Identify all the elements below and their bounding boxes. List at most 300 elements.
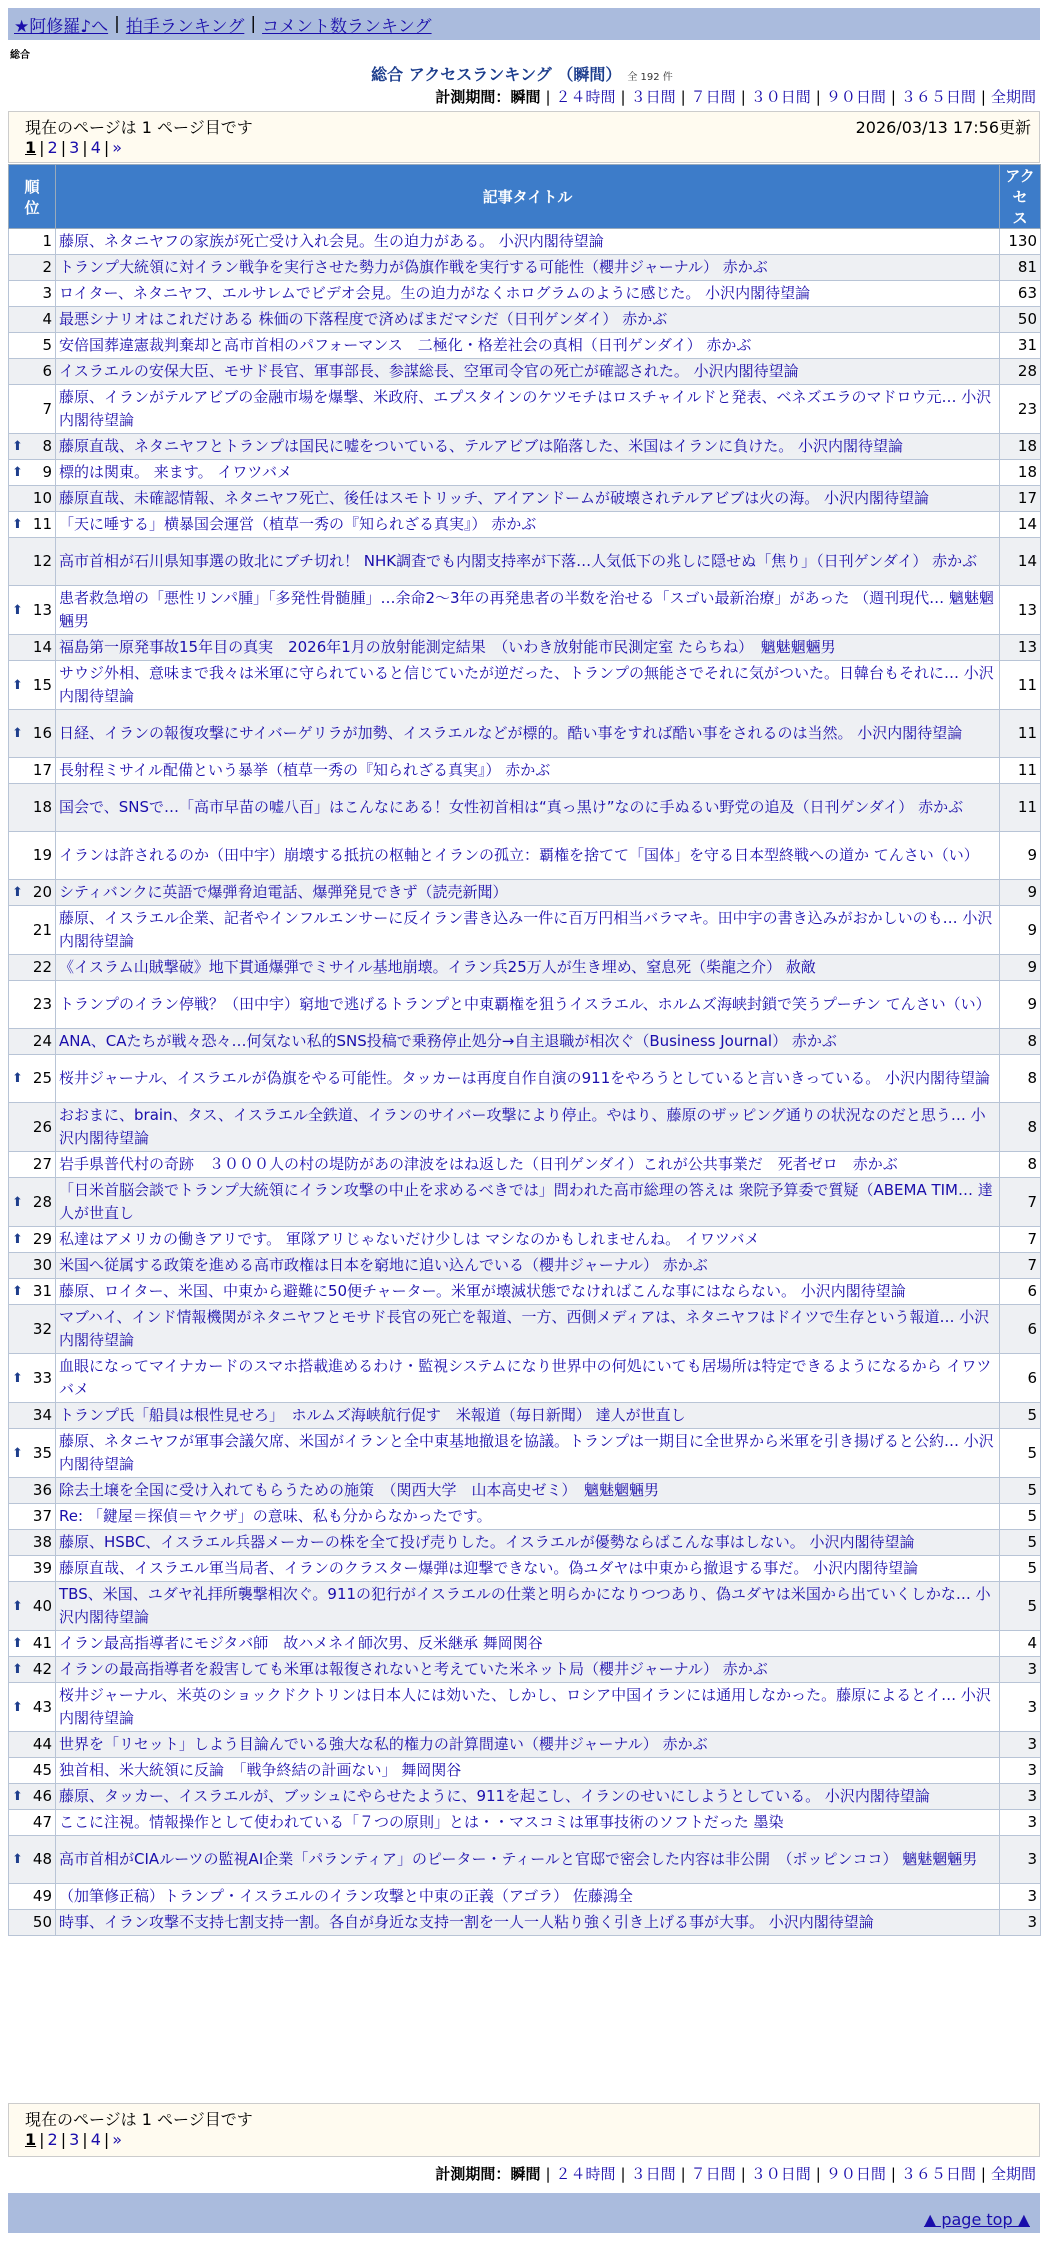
article-link[interactable]: 藤原直哉、ネタニヤフとトランプは国民に嘘をついている、テルアビブは陥落した、米国はイランに負けた。 小沢内閣待望論 <box>59 437 904 455</box>
pager-separator: | <box>60 138 67 157</box>
table-row <box>9 229 1041 255</box>
access-count: 5 <box>1000 1582 1041 1631</box>
access-count: 3 <box>1000 1910 1041 1936</box>
article-link[interactable]: 高市首相がCIAルーツの監視AI企業「パランティア」のピーター・ティールと官邸で密会した内容は非公開 （ポッピンココ） 魑魅魍魎男 <box>59 1850 978 1868</box>
rank-cell <box>9 307 56 333</box>
article-link[interactable]: 安倍国葬違憲裁判棄却と高市首相のパフォーマンス 二極化・格差社会の真相（日刊ゲンダイ） 赤かぶ <box>59 336 752 354</box>
article-link[interactable]: 藤原、イランがテルアビブの金融市場を爆撃、米政府、エプスタインのケツモチはロスチャイルドと発表、ベネズエラのマドロウ元… 小沢内閣待望論 <box>59 388 992 429</box>
title-cell <box>56 586 1000 635</box>
table-row <box>9 1683 1041 1732</box>
rank-header <box>9 165 56 229</box>
article-link[interactable]: 藤原、ロイター、米国、中東から避難に50便チャーター。米軍が壊滅状態でなければこんな事にはならない。 小沢内閣待望論 <box>59 1282 906 1300</box>
rank-up-arrow-icon: ⬆ <box>12 1636 23 1651</box>
table-row <box>9 710 1041 758</box>
rank-number: 50 <box>32 1913 52 1931</box>
article-link[interactable]: 桜井ジャーナル、米英のショックドクトリンは日本人には効いた、しかし、ロシア中国イランには通用しなかった。藤原によるとイ… 小沢内閣待望論 <box>59 1686 991 1727</box>
article-link[interactable]: Re: 「鍵屋＝探偵＝ヤクザ」の意味、私も分からなかったです。 <box>59 1507 492 1525</box>
article-link[interactable]: 藤原、イスラエル企業、記者やインフルエンサーに反イラン書き込み一件に百万円相当バラマキ。田中宇の書き込みがおかしいのも… 小沢内閣待望論 <box>59 909 993 950</box>
applause-ranking-link[interactable]: 拍手ランキング <box>125 16 245 37</box>
article-link[interactable]: 藤原直哉、未確認情報、ネタニヤフ死亡、後任はスモトリッチ、アイアンドームが破壊されテルアビブは火の海。 小沢内閣待望論 <box>59 489 929 507</box>
period-link-4[interactable]: ９０日間 <box>825 88 886 106</box>
article-link[interactable]: 患者救急増の「悪性リンパ腫」「多発性骨髄腫」…余命2～3年の再発患者の半数を治せる「スゴい最新治療」があった （週刊現代… 魑魅魍魎男 <box>59 589 994 630</box>
title-cell <box>56 1504 1000 1530</box>
article-link[interactable]: イランは許されるのか（田中宇）崩壊する抵抗の枢軸とイランの孤立：覇権を捨てて「国体」を守る日本型終戦への道か てんさい（い） <box>59 846 979 864</box>
rank-number: 35 <box>32 1443 52 1462</box>
article-link[interactable]: 米国へ従属する政策を進める高市政権は日本を窮地に追い込んでいる（櫻井ジャーナル） 赤かぶ <box>59 1256 708 1274</box>
rank-number: 37 <box>32 1507 52 1525</box>
period-link-2[interactable]: ７日間 <box>690 88 736 106</box>
period-link-0[interactable]: ２４時間 <box>555 2165 616 2183</box>
access-count: 7 <box>1000 1178 1041 1227</box>
access-count: 9 <box>1000 832 1041 880</box>
title-cell <box>56 1758 1000 1784</box>
period-separator: | <box>890 2165 896 2183</box>
period-separator: | <box>890 88 896 106</box>
article-link[interactable]: シティバンクに英語で爆弾脅迫電話、爆弾発見できず（読売新聞） <box>59 883 508 901</box>
rank-cell <box>9 1055 56 1103</box>
access-count: 11 <box>1000 661 1041 710</box>
rank-cell <box>9 1631 56 1657</box>
access-count: 8 <box>1000 1029 1041 1055</box>
article-link[interactable]: 独首相、米大統領に反論 「戦争終結の計画ない」 舞岡関谷 <box>59 1761 462 1779</box>
rank-number: 26 <box>32 1117 52 1136</box>
access-count: 3 <box>1000 1836 1041 1884</box>
rank-up-arrow-icon: ⬆ <box>12 1852 23 1867</box>
rank-cell <box>9 359 56 385</box>
table-row <box>9 538 1041 586</box>
title-cell <box>56 538 1000 586</box>
asyura-home-link[interactable]: ★阿修羅♪へ <box>14 16 109 37</box>
rank-number: 36 <box>32 1481 52 1499</box>
rank-number: 16 <box>32 724 52 742</box>
table-row <box>9 512 1041 538</box>
article-link[interactable]: 「日米首脳会談でトランプ大統領にイラン攻撃の中止を求めるべきでは」問われた高市総理の答えは 衆院予算委で質疑（ABEMA TIM… 達人が世直し <box>59 1181 993 1222</box>
article-link[interactable]: ここに注視。情報操作として使われている「７つの原則」とは・・マスコミは軍事技術のソフトだった 墨染 <box>59 1813 784 1831</box>
article-link[interactable]: 私達はアメリカの働きアリです。 軍隊アリじゃないだけ少しは マシなのかもしれませんね。 イワツバメ <box>59 1230 760 1248</box>
article-link[interactable]: 除去土壌を全国に受け入れてもらうための施策 （関西大学 山本高史ゼミ） 魑魅魍魎男 <box>59 1481 660 1499</box>
rank-cell <box>9 784 56 832</box>
rank-cell <box>9 906 56 955</box>
table-row <box>9 460 1041 486</box>
article-link[interactable]: 標的は関東。 来ます。 イワツバメ <box>59 463 293 481</box>
title-cell <box>56 955 1000 981</box>
period-selector-bottom <box>435 2163 1036 2184</box>
article-link[interactable]: イランの最高指導者を殺害しても米軍は報復されないと考えていた米ネット局（櫻井ジャーナル） 赤かぶ <box>59 1660 768 1678</box>
article-link[interactable]: ANA、CAたちが戦々恐々…何気ない私的SNS投稿で乗務停止処分→自主退職が相次ぐ（Business Journal） 赤かぶ <box>59 1032 837 1050</box>
article-link[interactable]: 桜井ジャーナル、イスラエルが偽旗をやる可能性。タッカーは再度自作自演の911をやろうとしていると言いきっている。 小沢内閣待望論 <box>59 1069 991 1087</box>
period-selector-top <box>435 86 1036 107</box>
rank-cell <box>9 661 56 710</box>
access-count: 130 <box>1000 229 1041 255</box>
table-row <box>9 1478 1041 1504</box>
access-count: 11 <box>1000 710 1041 758</box>
table-row <box>9 1836 1041 1884</box>
rank-cell <box>9 981 56 1029</box>
table-row <box>9 880 1041 906</box>
ranking-table <box>8 164 1041 1936</box>
rank-up-arrow-icon: ⬆ <box>12 1789 23 1804</box>
rank-number: 40 <box>32 1596 52 1615</box>
pager-separator: | <box>103 2130 110 2149</box>
period-link-0[interactable]: ２４時間 <box>555 88 616 106</box>
table-header-row <box>9 165 1041 229</box>
table-row <box>9 1253 1041 1279</box>
rank-cell <box>9 1810 56 1836</box>
rank-up-arrow-icon: ⬆ <box>12 1284 23 1299</box>
pager-link-3[interactable]: 3 <box>69 2130 80 2149</box>
access-count: 13 <box>1000 586 1041 635</box>
rank-number: 7 <box>42 399 52 418</box>
rank-number: 23 <box>32 995 52 1013</box>
period-link-6[interactable]: 全期間 <box>990 2165 1036 2183</box>
access-header-text: アクセ ス <box>1005 167 1035 227</box>
rank-number: 42 <box>32 1660 52 1678</box>
pager-current-page: 1 <box>25 2130 37 2149</box>
table-row <box>9 635 1041 661</box>
page-title-text: 総合 アクセスランキング （瞬間） <box>371 65 622 84</box>
title-cell <box>56 758 1000 784</box>
article-link[interactable]: TBS、米国、ユダヤ礼拝所襲撃相次ぐ。911の犯行がイスラエルの仕業と明らかになりつつあり、偽ユダヤは米国から出ていくしかな… 小沢内閣待望論 <box>59 1585 991 1626</box>
access-count: 8 <box>1000 1055 1041 1103</box>
rank-cell <box>9 1758 56 1784</box>
rank-number: 19 <box>32 846 52 864</box>
access-count: 5 <box>1000 1403 1041 1429</box>
table-row <box>9 333 1041 359</box>
article-link[interactable]: 世界を「リセット」しよう目論んでいる強大な私的権力の計算間違い（櫻井ジャーナル） 赤かぶ <box>59 1735 708 1753</box>
table-row <box>9 1504 1041 1530</box>
rank-number: 29 <box>32 1230 52 1248</box>
rank-number: 49 <box>32 1887 52 1905</box>
title-cell <box>56 1403 1000 1429</box>
table-row <box>9 1657 1041 1683</box>
pager-separator: | <box>60 2130 67 2149</box>
table-row <box>9 1227 1041 1253</box>
rank-number: 34 <box>32 1406 52 1424</box>
title-cell <box>56 333 1000 359</box>
article-link[interactable]: サウジ外相、意味まで我々は米軍に守られていると信じていたが逆だった、トランプの無能さでそれに気がついた。日韓台もそれに… 小沢内閣待望論 <box>59 664 994 705</box>
period-link-3[interactable]: ３０日間 <box>750 2165 811 2183</box>
access-count: 8 <box>1000 1103 1041 1152</box>
rank-up-arrow-icon: ⬆ <box>12 1699 23 1715</box>
table-row <box>9 1910 1041 1936</box>
access-count: 17 <box>1000 486 1041 512</box>
rank-number: 43 <box>32 1697 52 1716</box>
comment-ranking-link[interactable]: コメント数ランキング <box>262 16 432 37</box>
title-cell <box>56 1227 1000 1253</box>
title-cell <box>56 710 1000 758</box>
access-count: 11 <box>1000 784 1041 832</box>
rank-number: 24 <box>32 1032 52 1050</box>
table-row <box>9 784 1041 832</box>
period-separator: | <box>740 88 746 106</box>
pager-link-»[interactable]: » <box>112 2130 123 2149</box>
period-separator: | <box>980 88 986 106</box>
rank-up-arrow-icon: ⬆ <box>12 1194 23 1210</box>
period-link-5[interactable]: ３６５日間 <box>900 2165 976 2183</box>
article-link[interactable]: 藤原、HSBC、イスラエル兵器メーカーの株を全て投げ売りした。イスラエルが優勢ならばこんな事はしない。 小沢内閣待望論 <box>59 1533 915 1551</box>
access-count: 3 <box>1000 1810 1041 1836</box>
period-separator: | <box>545 88 551 106</box>
access-count: 63 <box>1000 281 1041 307</box>
access-count: 5 <box>1000 1556 1041 1582</box>
rank-number: 33 <box>32 1368 52 1387</box>
title-cell <box>56 1910 1000 1936</box>
title-cell <box>56 1884 1000 1910</box>
rank-up-arrow-icon: ⬆ <box>12 677 23 693</box>
rank-number: 31 <box>32 1282 52 1300</box>
pager-link-»[interactable]: » <box>112 138 123 157</box>
access-count: 28 <box>1000 359 1041 385</box>
title-cell <box>56 906 1000 955</box>
pager-separator: | <box>82 2130 88 2149</box>
article-link[interactable]: 藤原、タッカー、イスラエルが、ブッシュにやらせたように、911を起こし、イランのせいにしようとしている。 小沢内閣待望論 <box>59 1787 930 1805</box>
title-cell <box>56 1657 1000 1683</box>
title-cell <box>56 359 1000 385</box>
access-count: 18 <box>1000 434 1041 460</box>
current-page-text-bottom: 現在のページは 1 ページ目です <box>25 2110 253 2129</box>
table-row <box>9 1103 1041 1152</box>
article-link[interactable]: トランプ氏「船員は根性見せろ」 ホルムズ海峡航行促す 米報道（毎日新聞） 達人が世直し <box>59 1406 686 1424</box>
title-cell <box>56 1631 1000 1657</box>
article-link[interactable]: 藤原直哉、イスラエル軍当局者、イランのクラスター爆弾は迎撃できない。偽ユダヤは中東から撤退する事だ。 小沢内閣待望論 <box>59 1559 919 1577</box>
access-count: 9 <box>1000 955 1041 981</box>
rank-up-arrow-icon: ⬆ <box>12 465 23 480</box>
title-cell <box>56 512 1000 538</box>
access-count: 18 <box>1000 460 1041 486</box>
article-link[interactable]: 「天に唾する」横暴国会運営（植草一秀の『知られざる真実』） 赤かぶ <box>59 515 537 533</box>
rank-cell <box>9 1429 56 1478</box>
rank-up-arrow-icon: ⬆ <box>12 885 23 900</box>
access-count: 3 <box>1000 1758 1041 1784</box>
pager-link-4[interactable]: 4 <box>90 2130 101 2149</box>
article-link[interactable]: 藤原、ネタニヤフが軍事会議欠席、米国がイランと全中東基地撤退を協議。トランプは一期目に全世界から米軍を引き揚げると公約… 小沢内閣待望論 <box>59 1432 994 1473</box>
title-cell <box>56 229 1000 255</box>
access-count: 3 <box>1000 1884 1041 1910</box>
title-cell <box>56 1810 1000 1836</box>
rank-up-arrow-icon: ⬆ <box>12 517 23 532</box>
period-link-4[interactable]: ９０日間 <box>825 2165 886 2183</box>
article-link[interactable]: イラン最高指導者にモジタバ師 故ハメネイ師次男、反米継承 舞岡関谷 <box>59 1634 543 1652</box>
article-link[interactable]: 最悪シナリオはこれだけある 株価の下落程度で済めばまだマシだ（日刊ゲンダイ） 赤かぶ <box>59 310 668 328</box>
access-count: 50 <box>1000 307 1041 333</box>
pager-top <box>25 138 122 157</box>
period-link-1[interactable]: ３日間 <box>630 2165 676 2183</box>
rank-header-text: 順 位 <box>24 177 40 217</box>
rank-cell <box>9 1732 56 1758</box>
page-info-top <box>8 111 1040 163</box>
access-count: 5 <box>1000 1504 1041 1530</box>
category-label: 総合 <box>10 50 30 61</box>
rank-number: 11 <box>32 515 52 533</box>
article-link[interactable]: 血眼になってマイナカードのスマホ搭載進めるわけ・監視システムになり世界中の何処にいても居場所は特定できるようになるから イワツバメ <box>59 1357 992 1398</box>
title-cell <box>56 1582 1000 1631</box>
pager-separator: | <box>39 138 45 157</box>
table-row <box>9 955 1041 981</box>
article-link[interactable]: 日経、イランの報復攻撃にサイバーゲリラが加勢、イスラエルなどが標的。酷い事をすれば酷い事をされるのは当然。 小沢内閣待望論 <box>59 724 963 742</box>
period-link-2[interactable]: ７日間 <box>690 2165 736 2183</box>
period-link-5[interactable]: ３６５日間 <box>900 88 976 106</box>
period-link-1[interactable]: ３日間 <box>630 88 676 106</box>
rank-number: 4 <box>42 310 52 328</box>
rank-cell <box>9 1103 56 1152</box>
period-separator: | <box>815 88 821 106</box>
rank-up-arrow-icon: ⬆ <box>12 726 23 741</box>
rank-cell <box>9 1530 56 1556</box>
access-count: 6 <box>1000 1279 1041 1305</box>
access-count: 9 <box>1000 880 1041 906</box>
table-row <box>9 486 1041 512</box>
pager-separator: | <box>39 2130 45 2149</box>
access-count: 9 <box>1000 906 1041 955</box>
article-link[interactable]: 長射程ミサイル配備という暴挙（植草一秀の『知られざる真実』） 赤かぶ <box>59 761 551 779</box>
title-cell <box>56 1784 1000 1810</box>
title-cell <box>56 1279 1000 1305</box>
period-separator: | <box>980 2165 986 2183</box>
rank-number: 22 <box>32 958 52 976</box>
rank-cell <box>9 1403 56 1429</box>
footer-bar <box>8 2193 1040 2233</box>
article-link[interactable]: イスラエルの安保大臣、モサド長官、軍事部長、参謀総長、空軍司令官の死亡が確認された。 小沢内閣待望論 <box>59 362 799 380</box>
article-link[interactable]: （加筆修正稿）トランプ・イスラエルのイラン攻撃と中東の正義（アゴラ） 佐藤鴻全 <box>59 1887 633 1905</box>
access-count: 6 <box>1000 1354 1041 1403</box>
article-link[interactable]: トランプのイラン停戦？（田中宇）窮地で逃げるトランプと中東覇権を狙うイスラエル、ホルムズ海峡封鎖で笑うプーチン てんさい（い） <box>59 995 991 1013</box>
title-cell <box>56 1732 1000 1758</box>
access-count: 13 <box>1000 635 1041 661</box>
rank-number: 12 <box>32 552 52 570</box>
rank-number: 27 <box>32 1155 52 1173</box>
rank-up-arrow-icon: ⬆ <box>12 1071 23 1086</box>
pager-current-page: 1 <box>25 138 37 157</box>
access-count: 3 <box>1000 1732 1041 1758</box>
rank-number: 1 <box>42 232 52 250</box>
rank-cell <box>9 434 56 460</box>
rank-up-arrow-icon: ⬆ <box>12 602 23 618</box>
page-title <box>0 62 1044 85</box>
table-row <box>9 307 1041 333</box>
title-cell <box>56 1429 1000 1478</box>
title-cell <box>56 486 1000 512</box>
rank-cell <box>9 385 56 434</box>
table-row <box>9 1429 1041 1478</box>
article-link[interactable]: おおまに、brain、タス、イスラエル全鉄道、イランのサイバー攻撃により停止。やはり、藤原のザッピング通りの状況なのだと思う… 小沢内閣待望論 <box>59 1106 986 1147</box>
rank-number: 21 <box>32 920 52 939</box>
article-link[interactable]: 国会で、SNSで…「高市早苗の嘘八百」はこんなにある！女性初首相は“真っ黒け”なのに手ぬるい野党の追及（日刊ゲンダイ） 赤かぶ <box>59 798 964 816</box>
period-separator: | <box>620 88 626 106</box>
rank-cell <box>9 1910 56 1936</box>
table-row <box>9 1810 1041 1836</box>
article-link[interactable]: 《イスラム山賊撃破》地下貫通爆弾でミサイル基地崩壊。イラン兵25万人が生き埋め、窒息死（柴龍之介） 赦敵 <box>59 958 816 976</box>
rank-number: 28 <box>32 1192 52 1211</box>
access-count: 11 <box>1000 758 1041 784</box>
period-label: 計測期間： <box>435 2165 511 2183</box>
table-row <box>9 1055 1041 1103</box>
article-link[interactable]: 藤原、ネタニヤフの家族が死亡受け入れ会見。生の迫力がある。 小沢内閣待望論 <box>59 232 604 250</box>
nav-separator: | <box>250 14 257 34</box>
rank-cell <box>9 1582 56 1631</box>
rank-number: 5 <box>42 336 52 354</box>
title-cell <box>56 1152 1000 1178</box>
rank-number: 38 <box>32 1533 52 1551</box>
rank-number: 13 <box>32 600 52 619</box>
access-count: 14 <box>1000 538 1041 586</box>
table-row <box>9 981 1041 1029</box>
rank-number: 39 <box>32 1559 52 1577</box>
rank-up-arrow-icon: ⬆ <box>12 1370 23 1386</box>
page-top-link[interactable]: ▲ page top ▲ <box>923 2210 1030 2229</box>
period-separator: | <box>545 2165 551 2183</box>
article-link[interactable]: ロイター、ネタニヤフ、エルサレムでビデオ会見。生の迫力がなくホログラムのように感じた。 小沢内閣待望論 <box>59 284 811 302</box>
period-link-6[interactable]: 全期間 <box>990 88 1036 106</box>
access-count: 3 <box>1000 1657 1041 1683</box>
title-cell <box>56 1305 1000 1354</box>
rank-cell <box>9 486 56 512</box>
table-row <box>9 255 1041 281</box>
pager-link-2[interactable]: 2 <box>47 2130 58 2149</box>
title-cell <box>56 981 1000 1029</box>
rank-cell <box>9 1152 56 1178</box>
rank-cell <box>9 1683 56 1732</box>
title-cell <box>56 1029 1000 1055</box>
access-count: 6 <box>1000 1305 1041 1354</box>
article-link[interactable]: 福島第一原発事故15年目の真実 2026年1月の放射能測定結果 （いわき放射能市民測定室 たらちね） 魑魅魍魎男 <box>59 638 836 656</box>
rank-cell <box>9 635 56 661</box>
table-row <box>9 832 1041 880</box>
rank-cell <box>9 758 56 784</box>
rank-cell <box>9 1784 56 1810</box>
table-row <box>9 1582 1041 1631</box>
table-row <box>9 1305 1041 1354</box>
rank-cell <box>9 1504 56 1530</box>
rank-number: 47 <box>32 1813 52 1831</box>
article-link[interactable]: マブハイ、インド情報機関がネタニヤフとモサド長官の死亡を報道、一方、西側メディアは、ネタニヤフはドイツで生存という報道… 小沢内閣待望論 <box>59 1308 990 1349</box>
access-count: 3 <box>1000 1784 1041 1810</box>
rank-up-arrow-icon: ⬆ <box>12 439 23 454</box>
article-link[interactable]: トランプ大統領に対イラン戦争を実行させた勢力が偽旗作戦を実行する可能性（櫻井ジャーナル） 赤かぶ <box>59 258 768 276</box>
pager-link-2[interactable]: 2 <box>47 138 58 157</box>
title-cell <box>56 880 1000 906</box>
title-cell <box>56 1836 1000 1884</box>
title-cell <box>56 1530 1000 1556</box>
table-row <box>9 1152 1041 1178</box>
period-current: 瞬間 <box>510 2165 541 2183</box>
rank-number: 17 <box>32 761 52 779</box>
rank-cell <box>9 1556 56 1582</box>
article-link[interactable]: 岩手県普代村の奇跡 ３０００人の村の堤防があの津波をはね返した（日刊ゲンダイ）これが公共事業だ 死者ゼロ 赤かぶ <box>59 1155 898 1173</box>
rank-cell <box>9 586 56 635</box>
table-row <box>9 1556 1041 1582</box>
table-row <box>9 758 1041 784</box>
access-count: 9 <box>1000 981 1041 1029</box>
table-row <box>9 359 1041 385</box>
nav-separator: | <box>114 14 120 34</box>
title-cell <box>56 1354 1000 1403</box>
article-link[interactable]: 時事、イラン攻撃不支持七割支持一割。各自が身近な支持一割を一人一人粘り強く引き上げる事が大事。 小沢内閣待望論 <box>59 1913 874 1931</box>
rank-number: 2 <box>42 258 52 276</box>
rank-number: 46 <box>32 1787 52 1805</box>
article-link[interactable]: 高市首相が石川県知事選の敗北にブチ切れ！ NHK調査でも内閣支持率が下落…人気低下の兆しに隠せぬ「焦り」（日刊ゲンダイ） 赤かぶ <box>59 552 978 570</box>
title-cell <box>56 434 1000 460</box>
pager-link-3[interactable]: 3 <box>69 138 80 157</box>
rank-cell <box>9 1884 56 1910</box>
rank-cell <box>9 460 56 486</box>
rank-cell <box>9 1657 56 1683</box>
pager-link-4[interactable]: 4 <box>90 138 101 157</box>
period-link-3[interactable]: ３０日間 <box>750 88 811 106</box>
access-count: 7 <box>1000 1227 1041 1253</box>
period-separator: | <box>680 2165 686 2183</box>
rank-cell <box>9 281 56 307</box>
rank-number: 14 <box>32 638 52 656</box>
